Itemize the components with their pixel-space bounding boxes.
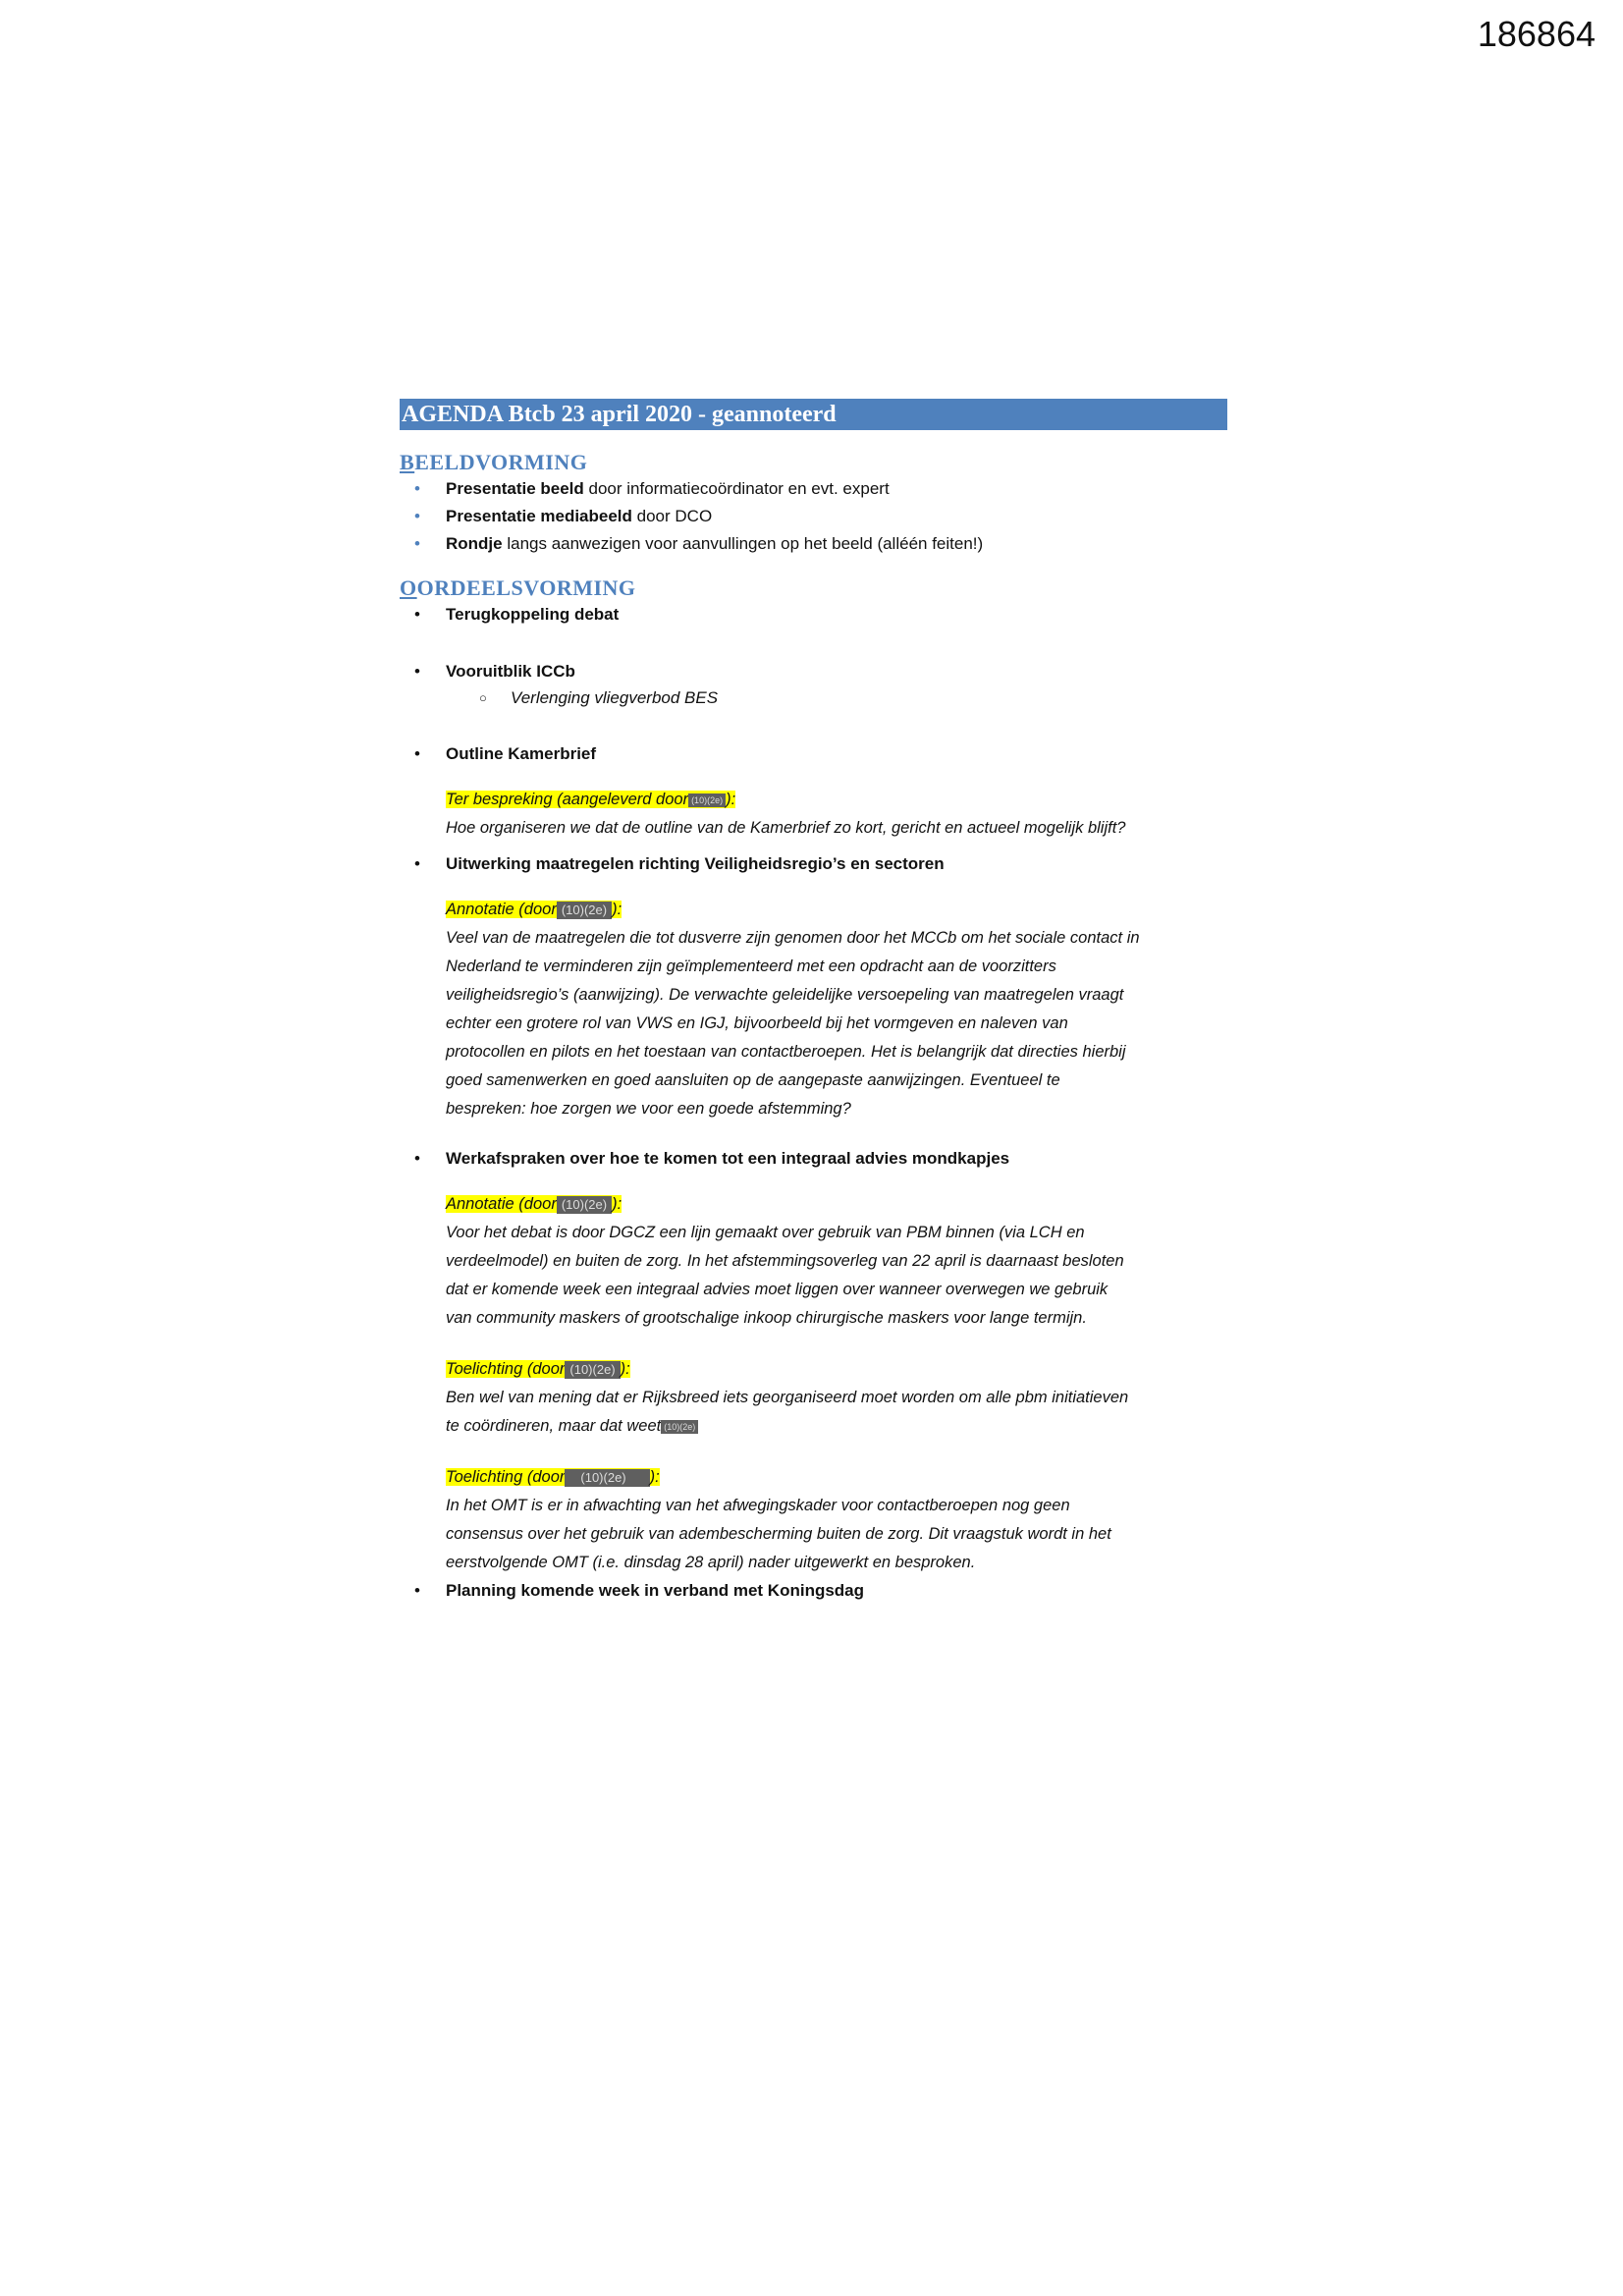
bullet-icon: • <box>414 1581 420 1600</box>
bullet-icon: • <box>414 1149 420 1168</box>
oordeel-list-2 <box>400 740 1227 768</box>
circle-bullet-icon: ○ <box>479 690 487 705</box>
item-bold: Vooruitblik ICCb <box>446 662 575 681</box>
bullet-icon: • <box>414 534 420 553</box>
item-bold: Presentatie beeld <box>446 479 584 498</box>
oordeel-list-5 <box>400 1577 1227 1605</box>
annotation-block <box>400 1190 1227 1333</box>
annotation-line: Voor het debat is door DGCZ een lijn gemaakt over gebruik van PBM binnen (via LCH en <box>446 1224 1085 1241</box>
label-end: ): <box>726 791 736 808</box>
annotation-line: Nederland te verminderen zijn geïmplementeerd met een opdracht aan de voorzitters <box>446 957 1056 975</box>
list-item <box>400 850 1227 878</box>
label-end: ): <box>620 1360 630 1378</box>
agenda-title: AGENDA Btcb 23 april 2020 - geannoteerd <box>400 399 1227 430</box>
item-text: door DCO <box>631 507 713 525</box>
section-beeldvorming <box>400 450 1227 475</box>
section-rest: EELDVORMING <box>414 450 588 474</box>
bullet-icon: • <box>414 605 420 624</box>
annotation-line: veiligheidsregio’s (aanwijzing). De verwachte geleidelijke versoepeling van maatregelen vraagt <box>446 986 1124 1004</box>
label-end: ): <box>612 1195 622 1213</box>
redaction-box: (10)(2e) <box>557 1196 612 1214</box>
annotation-line: bespreken: hoe zorgen we voor een goede afstemming? <box>446 1100 851 1118</box>
toelichting-block <box>400 1463 1227 1577</box>
beeld-list <box>400 475 1227 558</box>
list-item <box>400 475 1227 503</box>
label-end: ): <box>612 901 622 918</box>
annotation-block <box>400 896 1227 1123</box>
redaction-box: (10)(2e) <box>661 1420 698 1434</box>
toelichting-line: consensus over het gebruik van adembescherming buiten de zorg. Dit vraagstuk wordt in het <box>446 1525 1111 1543</box>
document-number: 186864 <box>1477 14 1596 54</box>
label-text: Annotatie (door <box>446 1195 557 1213</box>
oordeel-list <box>400 601 1227 685</box>
annotation-text: Hoe organiseren we dat de outline van de Kamerbrief zo kort, gericht en actueel mogelijk blijft? <box>446 819 1126 837</box>
list-item <box>400 503 1227 530</box>
item-bold: Presentatie mediabeeld <box>446 507 632 525</box>
bullet-icon: • <box>414 479 420 498</box>
redaction-box: (10)(2e) <box>565 1469 649 1487</box>
annotation-label <box>446 1195 622 1213</box>
annotation-line: verdeelmodel) en buiten de zorg. In het afstemmingsoverleg van 22 april is daarnaast besloten <box>446 1252 1124 1270</box>
toelichting-line <box>446 1412 1227 1441</box>
annotation-line: echter een grotere rol van VWS en IGJ, bijvoorbeeld bij het vormgeven en naleven van <box>446 1014 1068 1032</box>
annotation-line: protocollen en pilots en het toestaan van contactberoepen. Het is belangrijk dat directies hierbij <box>446 1043 1126 1061</box>
list-item <box>400 1145 1227 1173</box>
toelichting-line: Ben wel van mening dat er Rijksbreed iets georganiseerd moet worden om alle pbm initiatieven <box>446 1389 1129 1406</box>
section-initial: B <box>400 450 415 474</box>
toelichting-line: In het OMT is er in afwachting van het afwegingskader voor contactberoepen nog geen <box>446 1497 1070 1514</box>
label-text: Ter bespreking (aangeleverd door <box>446 791 689 808</box>
sub-list-item <box>400 685 1227 711</box>
bullet-icon: • <box>414 854 420 873</box>
annotation-line: goed samenwerken en goed aansluiten op de aangepaste aanwijzingen. Eventueel te <box>446 1071 1060 1089</box>
redaction-box: (10)(2e) <box>688 793 726 807</box>
annotation-line: dat er komende week een integraal advies moet liggen over wanneer overwegen we gebruik <box>446 1281 1109 1298</box>
section-rest: ORDEELSVORMING <box>416 575 636 600</box>
item-bold: Planning komende week in verband met Koningsdag <box>446 1581 865 1600</box>
list-item <box>400 530 1227 558</box>
item-bold: Uitwerking maatregelen richting Veiligheidsregio’s en sectoren <box>446 854 945 873</box>
label-text: Toelichting (door <box>446 1360 566 1378</box>
toelichting-block <box>400 1355 1227 1441</box>
sub-item-text: Verlenging vliegverbod BES <box>511 688 719 707</box>
oordeel-list-4 <box>400 1145 1227 1173</box>
item-bold: Werkafspraken over hoe te komen tot een integraal advies mondkapjes <box>446 1149 1010 1168</box>
agenda-page <box>400 399 1227 1605</box>
toelichting-text: te coördineren, maar dat weet <box>446 1417 662 1435</box>
toelichting-label <box>446 1360 630 1378</box>
section-oordeelsvorming <box>400 575 1227 601</box>
redaction-box: (10)(2e) <box>565 1361 620 1379</box>
label-text: Toelichting (door <box>446 1468 566 1486</box>
list-item <box>400 1577 1227 1605</box>
toelichting-line: eerstvolgende OMT (i.e. dinsdag 28 april) nader uitgewerkt en besproken. <box>446 1554 976 1571</box>
label-text: Annotatie (door <box>446 901 557 918</box>
item-bold: Terugkoppeling debat <box>446 605 620 624</box>
item-bold: Rondje <box>446 534 503 553</box>
annotation-line: van community maskers of grootschalige inkoop chirurgische maskers voor lange termijn. <box>446 1309 1087 1327</box>
label-end: ): <box>649 1468 660 1486</box>
annotation-label <box>446 791 735 808</box>
section-initial: O <box>400 575 417 600</box>
oordeel-list-3 <box>400 850 1227 878</box>
annotation-label <box>446 901 622 918</box>
redaction-box: (10)(2e) <box>557 902 612 919</box>
item-bold: Outline Kamerbrief <box>446 744 597 763</box>
bullet-icon: • <box>414 744 420 763</box>
item-text: langs aanwezigen voor aanvullingen op het beeld (alléén feiten!) <box>502 534 984 553</box>
toelichting-label <box>446 1468 660 1486</box>
annotation-line: Veel van de maatregelen die tot dusverre zijn genomen door het MCCb om het sociale contact in <box>446 929 1140 947</box>
list-item <box>400 658 1227 685</box>
bullet-icon: • <box>414 662 420 681</box>
item-text: door informatiecoördinator en evt. expert <box>583 479 890 498</box>
bullet-icon: • <box>414 507 420 525</box>
annotation-block <box>400 786 1227 843</box>
list-item <box>400 601 1227 629</box>
list-item <box>400 740 1227 768</box>
